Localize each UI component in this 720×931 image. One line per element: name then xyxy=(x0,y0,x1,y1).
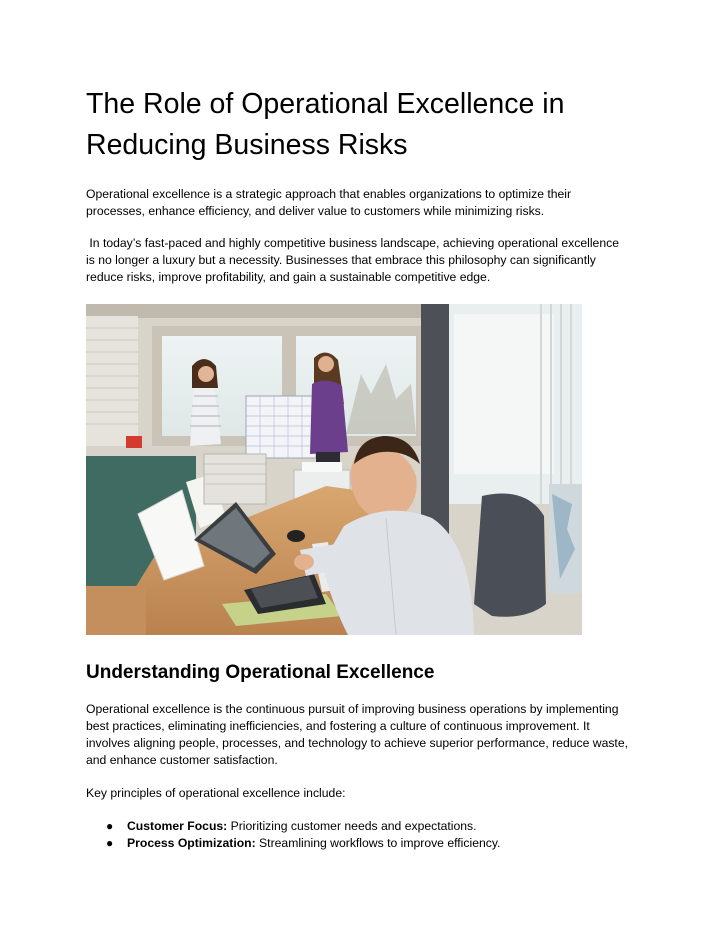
principles-list xyxy=(86,818,631,852)
bullet-icon: ● xyxy=(106,836,114,850)
list-item xyxy=(86,835,631,852)
principles-intro: Key principles of operational excellence include: xyxy=(86,786,346,800)
principle-term: Customer Focus: xyxy=(127,819,228,833)
principle-text: Streamlining workflows to improve efficiency. xyxy=(255,836,501,850)
list-item xyxy=(86,818,631,835)
office-photo xyxy=(86,304,582,635)
principle-text: Prioritizing customer needs and expectations. xyxy=(227,819,477,833)
document-title: The Role of Operational Excellence in Reducing Business Risks xyxy=(86,88,565,161)
section-paragraph: Operational excellence is the continuous pursuit of improving business operations by implementing best practices, eliminating inefficiencies, and fostering a culture of continuous improvement. It involves aligning people, processes, and technology to achieve superior performance, reduce waste, and enhance customer satisfaction. xyxy=(86,702,628,767)
intro-paragraph-2: In today’s fast-paced and highly competitive business landscape, achieving operational excellence is no longer a luxury but a necessity. Businesses that embrace this philosophy can significantly reduce risks, improve profitability, and gain a sustainable competitive edge. xyxy=(86,236,623,284)
bullet-icon: ● xyxy=(106,819,114,833)
section-heading: Understanding Operational Excellence xyxy=(86,662,435,683)
intro-paragraph-1: Operational excellence is a strategic approach that enables organizations to optimize their processes, enhance efficiency, and deliver value to customers while minimizing risks. xyxy=(86,187,572,218)
principle-term: Process Optimization: xyxy=(127,836,256,850)
document-body xyxy=(86,84,631,852)
